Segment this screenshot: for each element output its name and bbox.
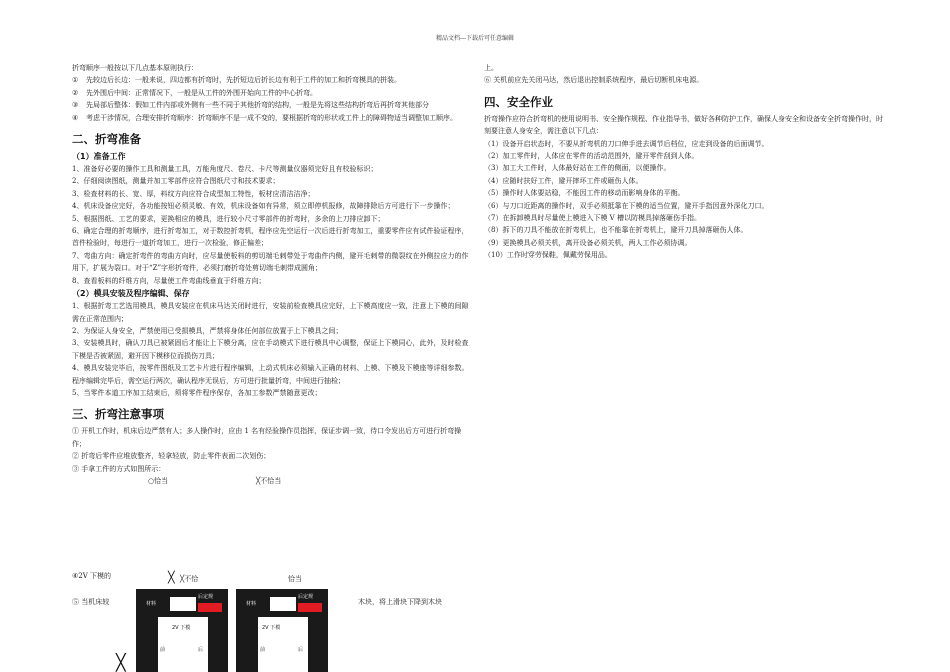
bending-panel-right — [236, 589, 328, 672]
front-label: 前 — [160, 647, 166, 653]
safety-item: （7）在拆卸模具时尽量使上模进入下模 V 槽以防模具掉落砸伤手指。 — [484, 214, 701, 223]
safety-item: （8）拆下的刀具不能放在折弯机上，也不能靠在折弯机上，避开刀具掉落砸伤人体。 — [484, 226, 748, 235]
section-heading: 二、折弯准备 — [72, 132, 141, 147]
hand-position-figure — [116, 571, 376, 672]
left-column — [72, 62, 470, 487]
mold-item: 2、为保证人身安全，严禁使用已受损模具，严禁将身体任何部位放置于上下模具之间； — [72, 326, 343, 335]
stop-label: 后定规 — [298, 594, 314, 600]
back-label: 后 — [198, 647, 204, 653]
material-label: 材料 — [146, 601, 157, 607]
mold-item: 3、安装模具时，确认刀具已被紧固后才能让上下模分离，应在手动模式下进行模具中心调整，保证上下模同心，此外，及时检查下模是否被紧固，避开因下模移位而损伤刀具； — [72, 339, 469, 360]
principle-item: ③ 先局部后整体：假如工件内部或外侧有一些不同于其他折弯的结构，一般是先将这些结构折弯后再折弯其他部分 — [72, 101, 429, 110]
continued-text: 上。 — [484, 64, 498, 72]
wrong-mark-icon: ╳ — [116, 653, 126, 672]
figure-labels — [72, 475, 470, 487]
safety-item: （6）与刀口近距离的操作时，双手必须抵靠在下模的适当位置，避开手指因意外深化刀口。 — [484, 201, 769, 210]
safety-item: （4）应随时扶好工件，避开摔坏工件或砸伤人体。 — [484, 176, 643, 185]
safety-intro: 折弯操作应符合折弯机的使用说明书、安全操作规程、作业指导书，做好各种防护工作，确保人身安全和设备安全折弯操作时，时刻要注意人身安全，需注意以下几点： — [484, 114, 883, 136]
stop-block — [198, 603, 222, 612]
note-item: ① 开机工作时，机床后边严禁有人；多人操作时，应由 1 名有经验操作员指挥，保证步调一致，待口令发出后方可进行折弯操作； — [72, 427, 462, 448]
safety-item: （5）操作时人体要站稳，不能因工件的移动而影响身体的平衡。 — [484, 189, 685, 198]
note4-fragment: ④2V 下模的 — [72, 572, 112, 580]
stop-block — [298, 603, 322, 612]
front-label: 前 — [260, 647, 266, 653]
prep-item: 2、仔细阅读图纸，测量并加工零部件应符合图纸尺寸和技术要求； — [72, 177, 280, 186]
die-label: 2V 下模 — [262, 625, 281, 631]
principle-item: ② 先外围后中间：正常情况下，一般是从工件的外围开始向工件的中心折弯。 — [72, 88, 317, 97]
wrong-mark-icon: ╳ — [168, 571, 175, 584]
material-label: 材料 — [246, 601, 257, 607]
safety-item: （1）设备开启状态时，不要从折弯机的刀口伸手进去调节后档位，应走到设备的后面调节。 — [484, 139, 769, 148]
note5-fragment: ⑤ 当机床较 — [72, 598, 110, 606]
prep-item: 8、查看板料的纤维方向，尽量使工件弯曲线垂直于纤维方向； — [72, 276, 266, 285]
prep-item: 7、弯曲方向：确定折弯件的弯曲方向时，应尽量使板料的剪切端毛刺带处于弯曲件内侧，避开毛刺带的微裂纹在外侧拉应力的作用下，扩展为裂口。对于“Z”字形折弯件，必须打磨折弯处剪切端毛刺带成圆角； — [72, 251, 469, 273]
right-small-label: 恰当 — [288, 575, 302, 583]
back-label: 后 — [298, 647, 304, 653]
prep-item: 6、确定合理的折弯顺序，进行折弯加工，对于数控折弯机，程序应先空运行一次后进行折弯加工，重要零件应有试件验证程序，首件检验时，每进行一道折弯加工，进行一次检验，修正偏差； — [72, 227, 469, 248]
correct-label: ○恰当 — [148, 476, 169, 485]
mold-item: 4、模具安装完毕后，按零件图纸及工艺卡片进行程序编辑，上动式机床必须输入正确的材料、上模、下模及下模座等详细参数。程序编辑完毕后，需空运行两次，确认程序无误后，方可进行批量折弯，中间进行抽检； — [72, 364, 469, 385]
prep-item: 3、检查材料的长、宽、厚，料纹方向应符合成型加工特性，板材应清洁洁净； — [72, 189, 315, 198]
mold-item: 5、当零件本道工序加工结束后，须将零件程序保存，各加工参数严禁随意更改； — [72, 388, 322, 397]
safety-item: （2）加工零件时，人体应在零件的活动范围外，避开零件刮到人体。 — [484, 152, 699, 161]
die-label: 2V 下模 — [172, 625, 191, 631]
principle-item: ① 先较边后长边：一般来说，四边都有折弯时，先折短边后折长边有利于工件的加工和折弯模具的拼装。 — [72, 76, 401, 85]
safety-item: （3）加工大工件时，人体最好站在工件的侧面，以便操作。 — [484, 164, 671, 173]
subsection-heading: （1）准备工作 — [72, 152, 126, 162]
wrong-label: ╳不恰当 — [256, 476, 282, 485]
safety-item: （10）工作时穿劳保鞋，佩戴劳保用品。 — [484, 251, 612, 260]
section-heading: 四、安全作业 — [484, 94, 553, 109]
subsection-heading: （2）模具安装及程序编辑、保存 — [72, 289, 190, 299]
right-column — [484, 62, 884, 262]
note-item: ② 折弯后零件应堆放整齐，轻拿轻放，防止零件表面二次划伤； — [72, 452, 271, 461]
note-item: ⑥ 关机前应先关闭马达，然后退出控制系统程序，最后切断机床电源。 — [484, 76, 704, 85]
prep-item: 5、根据图纸、工艺的要求，更换相应的模具，进行较小尺寸零部件的折弯时，多余的上刀排应卸下； — [72, 214, 385, 223]
prep-item: 1、准备好必要的操作工具和测量工具，万能角度尺、卷尺、卡尺等测量仪器须完好且有校验标识； — [72, 165, 378, 174]
bending-panel-left — [136, 589, 228, 672]
note-item: ③ 手拿工件的方式如图所示： — [72, 464, 166, 473]
stop-label: 后定规 — [198, 594, 214, 600]
prep-item: 4、机床设备应完好，各功能按钮必须灵敏、有效，机床设备如有异常，须立即停机报修，故障排除后方可进行下一步操作； — [72, 202, 455, 211]
wrong-small-label: ╳不恰 — [180, 575, 199, 583]
principle-item: ④ 考虑干涉情况，合理安排折弯顺序：折弯顺序不是一成不变的，要根据折弯的形状或工件上的障碍物适当调整加工顺序。 — [72, 113, 457, 122]
section-heading: 三、折弯注意事项 — [72, 407, 164, 422]
safety-item: （9）更换模具必须关机，离开设备必须关机，两人工作必须协调。 — [484, 238, 692, 247]
mold-item: 1、根据折弯工艺选用模具，模具安装应在机床马达关闭时进行，安装前检查模具应完好，上下模高度应一致，注意上下模的间隙需在正常范围内； — [72, 302, 469, 323]
intro-text: 折弯顺序一般按以下几点基本原则执行： — [72, 64, 198, 72]
note5-fragment-end: 木块，将上滑块下降到木块 — [358, 598, 442, 606]
page-header: 精品文档---下载后可任意编辑 — [435, 35, 515, 42]
